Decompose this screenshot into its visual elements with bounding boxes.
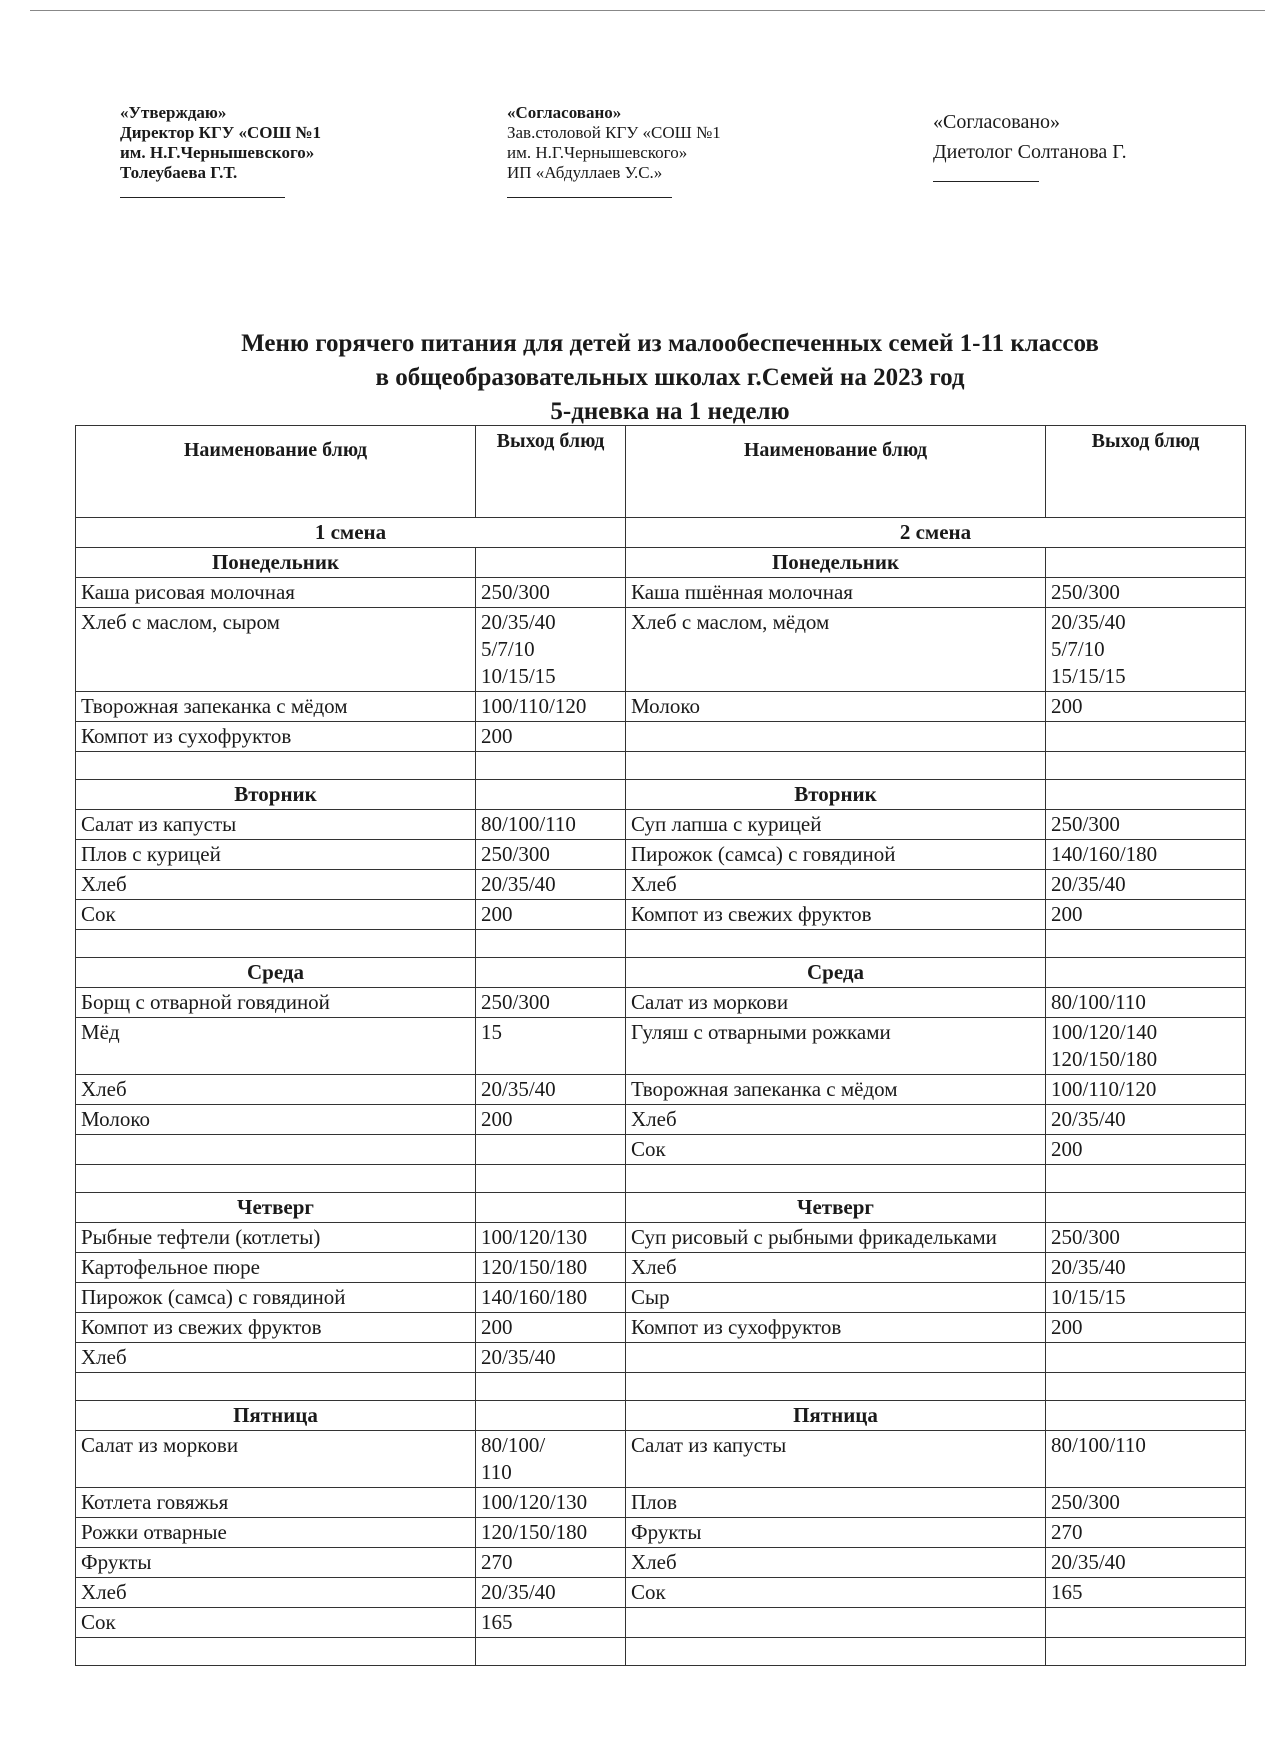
day-output-cell bbox=[476, 1401, 626, 1431]
dish-output-cell bbox=[476, 1018, 626, 1075]
dish-name-cell bbox=[76, 1135, 476, 1165]
dish-output-value: 250/300 bbox=[1051, 1225, 1120, 1249]
table-row bbox=[76, 1431, 1246, 1488]
dish-name-cell: Салат из капусты bbox=[626, 1431, 1046, 1488]
approval-line: Зав.столовой КГУ «СОШ №1 bbox=[507, 123, 721, 142]
dish-name-cell: Котлета говяжья bbox=[76, 1488, 476, 1518]
day-output-cell bbox=[476, 548, 626, 578]
table-row bbox=[76, 810, 1246, 840]
day-name: Понедельник bbox=[626, 548, 1046, 578]
table-row bbox=[76, 1343, 1246, 1373]
dish-output-cell bbox=[476, 1223, 626, 1253]
dish-output-value: 270 bbox=[481, 1550, 513, 1574]
dish-output-cell bbox=[1046, 1431, 1246, 1488]
menu-table bbox=[75, 425, 1246, 1666]
dish-output-value: 110 bbox=[481, 1460, 512, 1484]
dish-name-cell: Гуляш с отварными рожками bbox=[626, 1018, 1046, 1075]
table-row bbox=[76, 1313, 1246, 1343]
table-row bbox=[76, 900, 1246, 930]
empty-cell bbox=[626, 752, 1046, 780]
dish-output-cell bbox=[1046, 1253, 1246, 1283]
dish-output-cell bbox=[476, 900, 626, 930]
dish-name-cell bbox=[626, 722, 1046, 752]
table-row bbox=[76, 870, 1246, 900]
dish-output-value: 100/110/120 bbox=[481, 694, 587, 718]
dish-output-value: 100/120/140 bbox=[1051, 1020, 1158, 1044]
dish-name-cell: Компот из сухофруктов bbox=[626, 1313, 1046, 1343]
dish-name-cell: Молоко bbox=[626, 692, 1046, 722]
dish-name-cell: Суп лапша с курицей bbox=[626, 810, 1046, 840]
dish-output-cell bbox=[476, 1135, 626, 1165]
day-output-cell bbox=[1046, 548, 1246, 578]
dish-name-cell: Каша пшённая молочная bbox=[626, 578, 1046, 608]
shift-1-label: 1 смена bbox=[76, 518, 626, 548]
dish-output-cell bbox=[476, 1518, 626, 1548]
empty-row bbox=[76, 1638, 1246, 1666]
dish-name-cell: Суп рисовый с рыбными фрикадельками bbox=[626, 1223, 1046, 1253]
dish-output-cell bbox=[1046, 1018, 1246, 1075]
dish-output-value: 100/120/130 bbox=[481, 1225, 588, 1249]
table-row bbox=[76, 1283, 1246, 1313]
dish-output-cell bbox=[1046, 810, 1246, 840]
dish-name-cell: Компот из сухофруктов bbox=[76, 722, 476, 752]
dish-output-value: 20/35/40 bbox=[481, 1077, 556, 1101]
empty-cell bbox=[476, 1373, 626, 1401]
dish-output-cell bbox=[476, 1578, 626, 1608]
dish-output-cell bbox=[476, 1431, 626, 1488]
dish-output-value: 20/35/40 bbox=[1051, 872, 1126, 896]
empty-row bbox=[76, 1165, 1246, 1193]
table-row bbox=[76, 1075, 1246, 1105]
day-header-row bbox=[76, 1193, 1246, 1223]
empty-row bbox=[76, 752, 1246, 780]
dish-name-cell: Салат из моркови bbox=[76, 1431, 476, 1488]
dish-output-cell bbox=[1046, 1343, 1246, 1373]
empty-row bbox=[76, 930, 1246, 958]
dish-name-cell: Пирожок (самса) с говядиной bbox=[626, 840, 1046, 870]
table-row bbox=[76, 1548, 1246, 1578]
approval-heading: «Утверждаю» bbox=[120, 103, 227, 122]
empty-cell bbox=[626, 930, 1046, 958]
dish-output-cell bbox=[1046, 1548, 1246, 1578]
dish-output-cell bbox=[1046, 870, 1246, 900]
empty-cell bbox=[626, 1638, 1046, 1666]
document-title-line-2: в общеобразовательных школах г.Семей на 2023 год bbox=[375, 364, 965, 391]
dish-output-value: 100/120/130 bbox=[481, 1490, 588, 1514]
dish-output-value: 120/150/180 bbox=[481, 1255, 588, 1279]
menu-table-body bbox=[76, 548, 1246, 1666]
dish-output-value: 10/15/15 bbox=[1051, 1285, 1126, 1309]
dish-output-value: 20/35/40 bbox=[1051, 1255, 1126, 1279]
dish-name-cell: Хлеб bbox=[76, 1343, 476, 1373]
dish-name-cell: Творожная запеканка с мёдом bbox=[76, 692, 476, 722]
dish-name-cell: Мёд bbox=[76, 1018, 476, 1075]
dish-output-value: 20/35/40 bbox=[1051, 610, 1126, 634]
dish-name-cell: Каша рисовая молочная bbox=[76, 578, 476, 608]
dish-name-cell: Хлеб с маслом, сыром bbox=[76, 608, 476, 692]
day-output-cell bbox=[476, 958, 626, 988]
empty-cell bbox=[1046, 1165, 1246, 1193]
empty-cell bbox=[76, 752, 476, 780]
dish-output-cell bbox=[1046, 578, 1246, 608]
dish-name-cell: Хлеб bbox=[76, 870, 476, 900]
dish-name-cell: Рожки отварные bbox=[76, 1518, 476, 1548]
dish-output-cell bbox=[476, 870, 626, 900]
dish-output-cell bbox=[476, 692, 626, 722]
day-header-row bbox=[76, 1401, 1246, 1431]
dish-output-value: 20/35/40 bbox=[481, 872, 556, 896]
dish-output-cell bbox=[476, 1075, 626, 1105]
approval-line: Директор КГУ «СОШ №1 bbox=[120, 123, 321, 142]
dish-output-cell bbox=[1046, 1223, 1246, 1253]
dish-name-cell: Сок bbox=[76, 900, 476, 930]
dish-output-value: 80/100/110 bbox=[1051, 990, 1146, 1014]
table-row bbox=[76, 1518, 1246, 1548]
page-top-edge bbox=[30, 10, 1265, 11]
day-name: Понедельник bbox=[76, 548, 476, 578]
dish-output-value: 80/100/ bbox=[481, 1433, 546, 1457]
dish-output-value: 120/150/180 bbox=[1051, 1047, 1158, 1071]
dish-name-cell: Сыр bbox=[626, 1283, 1046, 1313]
empty-row bbox=[76, 1373, 1246, 1401]
dish-name-cell: Фрукты bbox=[626, 1518, 1046, 1548]
dish-name-cell: Плов с курицей bbox=[76, 840, 476, 870]
table-row bbox=[76, 1018, 1246, 1075]
dish-name-cell: Хлеб bbox=[626, 1253, 1046, 1283]
dish-output-cell bbox=[1046, 692, 1246, 722]
approval-line: им. Н.Г.Чернышевского» bbox=[507, 143, 688, 162]
dish-output-cell bbox=[1046, 608, 1246, 692]
table-row bbox=[76, 578, 1246, 608]
dish-name-cell: Компот из свежих фруктов bbox=[76, 1313, 476, 1343]
dish-name-cell bbox=[626, 1608, 1046, 1638]
empty-cell bbox=[626, 1165, 1046, 1193]
dish-output-value: 250/300 bbox=[481, 990, 550, 1014]
dish-output-cell bbox=[476, 1608, 626, 1638]
empty-cell bbox=[1046, 930, 1246, 958]
dish-output-value: 250/300 bbox=[1051, 812, 1120, 836]
approval-heading: «Согласовано» bbox=[933, 111, 1061, 133]
day-output-cell bbox=[1046, 958, 1246, 988]
table-row bbox=[76, 1105, 1246, 1135]
dish-output-value: 80/100/110 bbox=[481, 812, 576, 836]
empty-cell bbox=[476, 752, 626, 780]
dish-output-value: 140/160/180 bbox=[1051, 842, 1158, 866]
dish-output-value: 20/35/40 bbox=[1051, 1107, 1126, 1131]
approval-line: Диетолог Солтанова Г. bbox=[933, 141, 1127, 163]
approval-line: Толеубаева Г.Т. bbox=[120, 163, 238, 182]
dish-name-cell: Хлеб bbox=[76, 1075, 476, 1105]
shift-2-label: 2 смена bbox=[626, 518, 1246, 548]
dish-name-cell: Хлеб bbox=[626, 870, 1046, 900]
empty-cell bbox=[1046, 1373, 1246, 1401]
day-output-cell bbox=[1046, 1401, 1246, 1431]
empty-cell bbox=[476, 930, 626, 958]
dish-output-cell bbox=[1046, 1578, 1246, 1608]
dish-name-cell: Пирожок (самса) с говядиной bbox=[76, 1283, 476, 1313]
dish-output-value: 80/100/110 bbox=[1051, 1433, 1146, 1457]
dish-output-cell bbox=[476, 1343, 626, 1373]
table-row bbox=[76, 1488, 1246, 1518]
dish-output-value: 20/35/40 bbox=[1051, 1550, 1126, 1574]
day-output-cell bbox=[476, 780, 626, 810]
dish-name-cell: Творожная запеканка с мёдом bbox=[626, 1075, 1046, 1105]
dish-output-value: 200 bbox=[481, 724, 513, 748]
header-dish-name: Наименование блюд bbox=[626, 426, 1046, 518]
dish-name-cell: Фрукты bbox=[76, 1548, 476, 1578]
dish-output-cell bbox=[1046, 722, 1246, 752]
signature-line bbox=[507, 185, 672, 198]
dish-output-value: 5/7/10 bbox=[1051, 637, 1105, 661]
dish-output-cell bbox=[476, 1253, 626, 1283]
table-row bbox=[76, 1578, 1246, 1608]
dish-name-cell: Салат из моркови bbox=[626, 988, 1046, 1018]
empty-cell bbox=[1046, 752, 1246, 780]
dish-name-cell: Хлеб bbox=[626, 1105, 1046, 1135]
day-output-cell bbox=[1046, 1193, 1246, 1223]
dish-output-value: 250/300 bbox=[481, 580, 550, 604]
empty-cell bbox=[76, 930, 476, 958]
empty-cell bbox=[1046, 1638, 1246, 1666]
day-header-row bbox=[76, 780, 1246, 810]
dish-output-cell bbox=[1046, 900, 1246, 930]
signature-line bbox=[933, 169, 1039, 182]
dish-output-cell bbox=[1046, 1608, 1246, 1638]
dish-output-value: 20/35/40 bbox=[481, 610, 556, 634]
dish-output-value: 15/15/15 bbox=[1051, 664, 1126, 688]
dish-output-value: 200 bbox=[481, 902, 513, 926]
table-row bbox=[76, 722, 1246, 752]
dish-output-cell bbox=[1046, 1488, 1246, 1518]
day-output-cell bbox=[476, 1193, 626, 1223]
signature-line bbox=[120, 185, 285, 198]
dish-output-value: 250/300 bbox=[481, 842, 550, 866]
day-name: Среда bbox=[626, 958, 1046, 988]
empty-cell bbox=[76, 1165, 476, 1193]
header-output: Выход блюд bbox=[476, 426, 626, 518]
dish-output-value: 200 bbox=[1051, 1315, 1083, 1339]
dish-name-cell: Хлеб bbox=[626, 1548, 1046, 1578]
dish-output-cell bbox=[1046, 1313, 1246, 1343]
empty-cell bbox=[76, 1373, 476, 1401]
dish-output-cell bbox=[1046, 988, 1246, 1018]
dish-output-value: 200 bbox=[481, 1107, 513, 1131]
dish-output-cell bbox=[1046, 1105, 1246, 1135]
approval-heading: «Согласовано» bbox=[507, 103, 622, 122]
day-name: Четверг bbox=[626, 1193, 1046, 1223]
dish-output-cell bbox=[476, 578, 626, 608]
header-output: Выход блюд bbox=[1046, 426, 1246, 518]
dish-output-value: 165 bbox=[1051, 1580, 1083, 1604]
dish-output-cell bbox=[1046, 1135, 1246, 1165]
dish-output-value: 250/300 bbox=[1051, 1490, 1120, 1514]
document-title-line-3: 5-дневка на 1 неделю bbox=[550, 398, 790, 425]
approval-line: им. Н.Г.Чернышевского» bbox=[120, 143, 315, 162]
dish-output-cell bbox=[1046, 1075, 1246, 1105]
day-name: Вторник bbox=[76, 780, 476, 810]
empty-cell bbox=[476, 1165, 626, 1193]
day-name: Среда bbox=[76, 958, 476, 988]
dish-output-cell bbox=[476, 722, 626, 752]
day-header-row bbox=[76, 548, 1246, 578]
table-row bbox=[76, 840, 1246, 870]
dish-output-value: 200 bbox=[481, 1315, 513, 1339]
approval-block-approve bbox=[120, 103, 321, 198]
empty-cell bbox=[626, 1373, 1046, 1401]
dish-name-cell: Хлеб bbox=[76, 1578, 476, 1608]
dish-name-cell: Картофельное пюре bbox=[76, 1253, 476, 1283]
dish-output-cell bbox=[476, 1105, 626, 1135]
empty-cell bbox=[76, 1638, 476, 1666]
dish-name-cell: Хлеб с маслом, мёдом bbox=[626, 608, 1046, 692]
dish-output-value: 15 bbox=[481, 1020, 502, 1044]
document-title-line-1: Меню горячего питания для детей из малообеспеченных семей 1-11 классов bbox=[241, 330, 1099, 357]
day-header-row bbox=[76, 958, 1246, 988]
table-row bbox=[76, 988, 1246, 1018]
dish-output-value: 200 bbox=[1051, 1137, 1083, 1161]
dish-name-cell: Плов bbox=[626, 1488, 1046, 1518]
dish-name-cell: Сок bbox=[626, 1135, 1046, 1165]
dish-output-value: 140/160/180 bbox=[481, 1285, 588, 1309]
approval-block-dietitian bbox=[933, 107, 1127, 182]
dish-output-value: 100/110/120 bbox=[1051, 1077, 1157, 1101]
dish-output-cell bbox=[476, 1313, 626, 1343]
dish-output-value: 20/35/40 bbox=[481, 1345, 556, 1369]
dish-output-value: 5/7/10 bbox=[481, 637, 535, 661]
dish-name-cell bbox=[626, 1343, 1046, 1373]
dish-output-cell bbox=[476, 810, 626, 840]
approval-line: ИП «Абдуллаев У.С.» bbox=[507, 163, 663, 182]
approval-block-canteen bbox=[507, 103, 721, 198]
dish-output-value: 200 bbox=[1051, 694, 1083, 718]
dish-output-value: 120/150/180 bbox=[481, 1520, 588, 1544]
dish-name-cell: Салат из капусты bbox=[76, 810, 476, 840]
table-row bbox=[76, 1253, 1246, 1283]
dish-output-cell bbox=[1046, 840, 1246, 870]
dish-name-cell: Молоко bbox=[76, 1105, 476, 1135]
dish-output-cell bbox=[476, 840, 626, 870]
table-row bbox=[76, 692, 1246, 722]
table-row bbox=[76, 1135, 1246, 1165]
dish-output-cell bbox=[1046, 1283, 1246, 1313]
empty-cell bbox=[476, 1638, 626, 1666]
dish-output-value: 200 bbox=[1051, 902, 1083, 926]
day-name: Пятница bbox=[76, 1401, 476, 1431]
dish-output-cell bbox=[476, 1488, 626, 1518]
day-name: Вторник bbox=[626, 780, 1046, 810]
dish-name-cell: Компот из свежих фруктов bbox=[626, 900, 1046, 930]
dish-name-cell: Борщ с отварной говядиной bbox=[76, 988, 476, 1018]
dish-name-cell: Рыбные тефтели (котлеты) bbox=[76, 1223, 476, 1253]
table-row bbox=[76, 1608, 1246, 1638]
table-row bbox=[76, 608, 1246, 692]
dish-output-value: 10/15/15 bbox=[481, 664, 556, 688]
dish-output-value: 165 bbox=[481, 1610, 513, 1634]
dish-output-cell bbox=[476, 988, 626, 1018]
day-name: Пятница bbox=[626, 1401, 1046, 1431]
day-name: Четверг bbox=[76, 1193, 476, 1223]
dish-output-value: 270 bbox=[1051, 1520, 1083, 1544]
dish-output-cell bbox=[476, 1283, 626, 1313]
dish-output-cell bbox=[1046, 1518, 1246, 1548]
dish-name-cell: Сок bbox=[76, 1608, 476, 1638]
day-output-cell bbox=[1046, 780, 1246, 810]
header-dish-name: Наименование блюд bbox=[76, 426, 476, 518]
dish-name-cell: Сок bbox=[626, 1578, 1046, 1608]
dish-output-cell bbox=[476, 608, 626, 692]
dish-output-value: 250/300 bbox=[1051, 580, 1120, 604]
dish-output-value: 20/35/40 bbox=[481, 1580, 556, 1604]
table-row bbox=[76, 1223, 1246, 1253]
dish-output-cell bbox=[476, 1548, 626, 1578]
